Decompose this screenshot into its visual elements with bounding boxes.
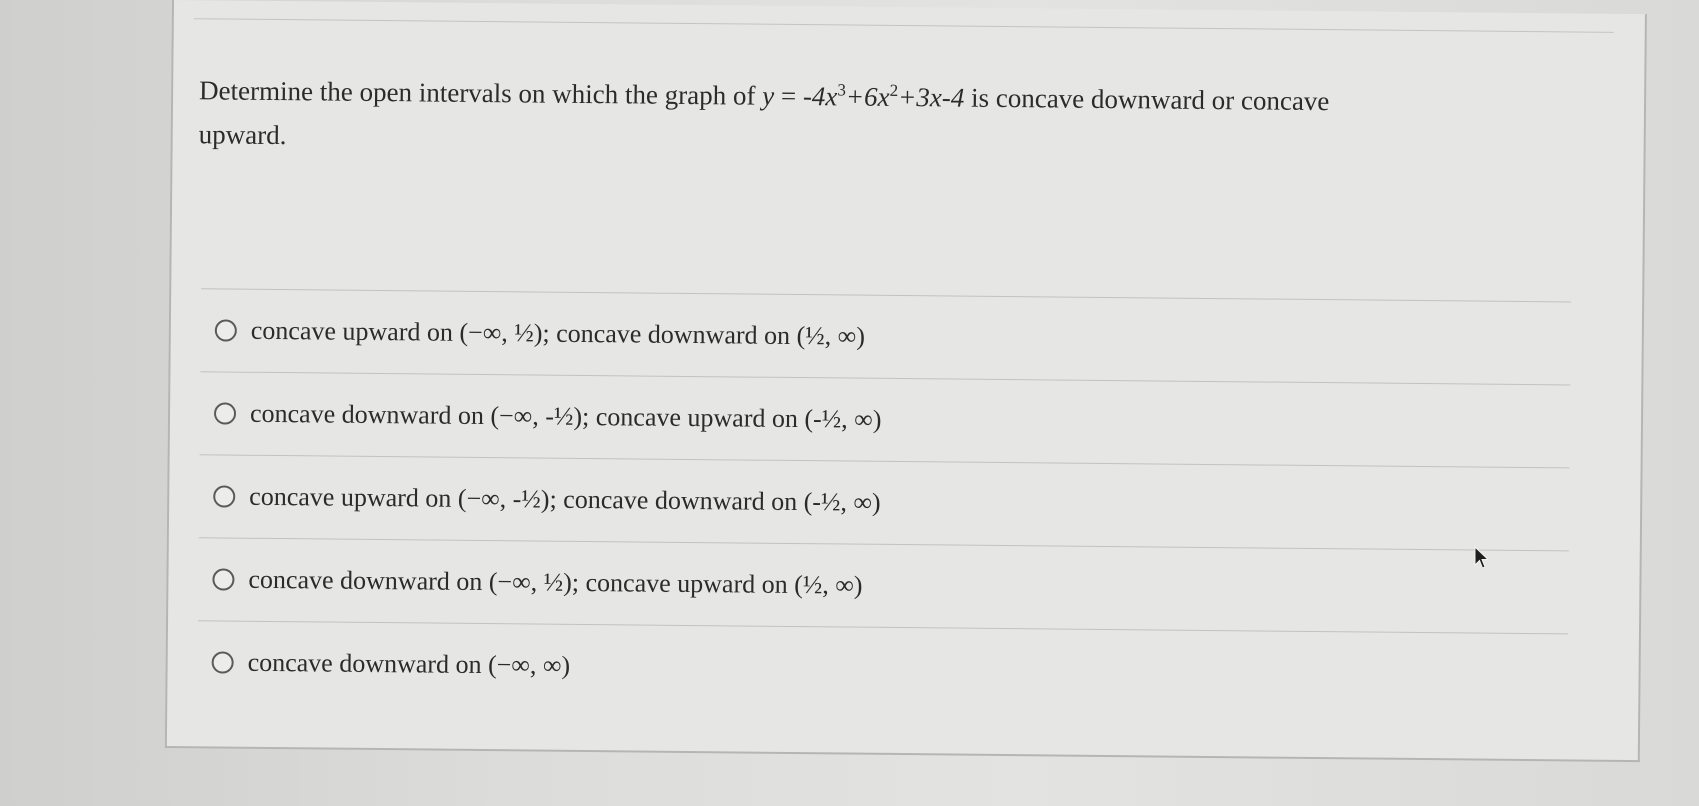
equation-y: y: [762, 80, 775, 111]
equation-exponent-2: 2: [889, 80, 899, 100]
answer-option-label: concave downward on (−∞, ½); concave upward on (½, ∞): [248, 564, 863, 600]
radio-button-icon[interactable]: [215, 319, 237, 341]
radio-button-icon[interactable]: [212, 568, 234, 590]
equation-exponent-1: 3: [837, 80, 847, 100]
answer-option-label: concave upward on (−∞, ½); concave downward on (½, ∞): [250, 315, 866, 351]
answer-option-5[interactable]: [197, 621, 1568, 716]
answer-option-label: concave upward on (−∞, -½); concave downward on (-½, ∞): [249, 481, 881, 517]
equation-equals: =: [774, 80, 804, 112]
answer-option-label: concave downward on (−∞, -½); concave upward on (-½, ∞): [249, 398, 882, 434]
answer-option-3[interactable]: [199, 455, 1570, 550]
radio-button-icon[interactable]: [213, 485, 235, 507]
answer-option-1[interactable]: [200, 289, 1571, 384]
equation-term-2: +6x: [845, 81, 890, 112]
equation-term-1: -4x: [802, 81, 838, 112]
question-suffix: is concave downward or concave: [964, 82, 1330, 117]
answer-option-4[interactable]: [198, 538, 1569, 633]
question-prefix: Determine the open intervals on which the graph of: [198, 75, 763, 111]
question-text: [199, 62, 1600, 169]
equation-term-3: +3x-4: [897, 81, 965, 113]
question-line-2: upward.: [198, 119, 287, 151]
radio-button-icon[interactable]: [214, 402, 236, 424]
header-divider: [194, 18, 1614, 33]
question-panel: [165, 0, 1647, 762]
radio-button-icon[interactable]: [212, 651, 234, 673]
answer-option-label: concave downward on (−∞, ∞): [247, 647, 571, 680]
answer-options: [197, 288, 1571, 716]
mouse-pointer-icon: [1473, 546, 1489, 570]
answer-option-2[interactable]: [200, 372, 1571, 467]
